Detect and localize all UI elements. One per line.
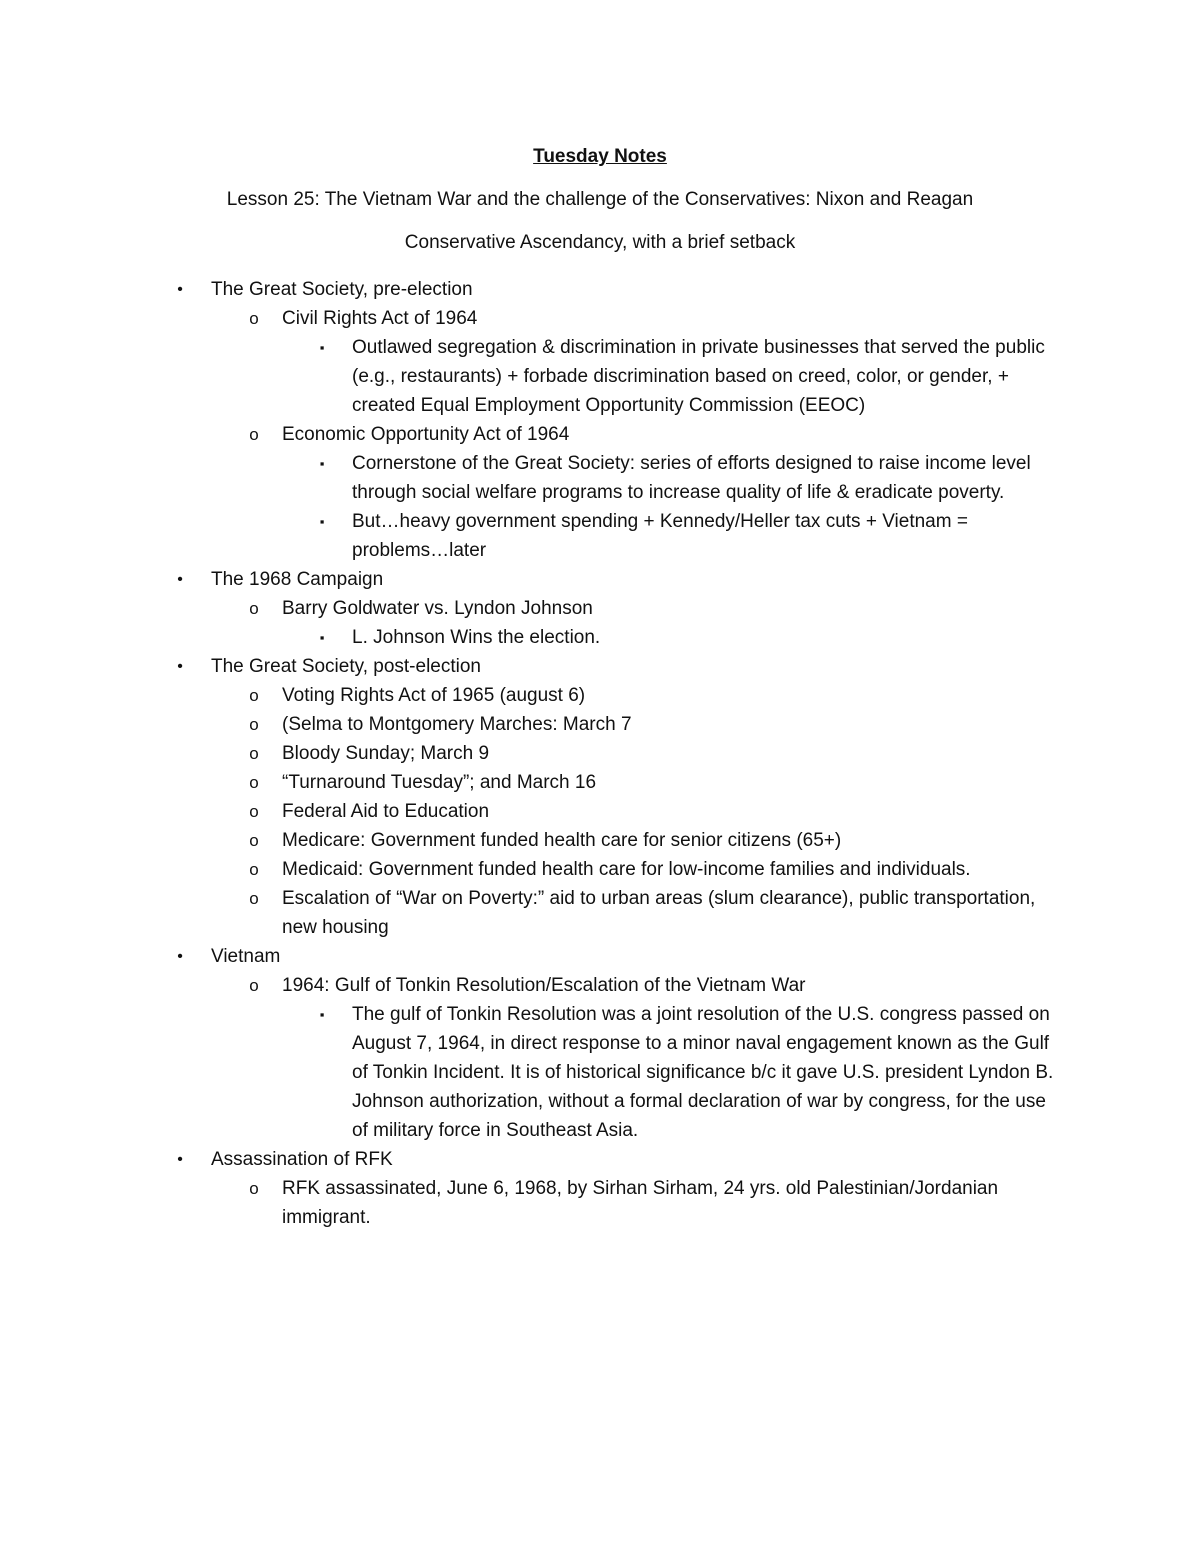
page-title: Tuesday Notes: [533, 146, 667, 167]
outline-level2-item: [0, 710, 1200, 739]
bullet-icon: o: [249, 425, 259, 444]
bullet-icon: •: [177, 658, 183, 675]
outline-level3-text: Cornerstone of the Great Society: series of efforts designed to raise income level through social welfare programs to increase quality of life & eradicate poverty.: [352, 453, 1031, 503]
outline-level2-text: Medicare: Government funded health care for senior citizens (65+): [282, 830, 842, 851]
bullet-icon: o: [249, 773, 259, 792]
bullet-icon: o: [249, 599, 259, 618]
outline-level3-item: [0, 333, 1200, 420]
outline-level2-text: (Selma to Montgomery Marches: March 7: [282, 714, 632, 735]
bullet-icon: o: [249, 802, 259, 821]
outline-level3-item: [0, 507, 1200, 565]
outline-level2-text: 1964: Gulf of Tonkin Resolution/Escalation of the Vietnam War: [282, 975, 806, 996]
bullet-icon: •: [177, 571, 183, 588]
outline-level3-text: L. Johnson Wins the election.: [352, 627, 601, 648]
outline-level1-text: Assassination of RFK: [211, 1149, 393, 1170]
bullet-icon: o: [249, 309, 259, 328]
outline-level2-item: [0, 826, 1200, 855]
outline-level3-item: [0, 1000, 1200, 1145]
outline-level2-text: Civil Rights Act of 1964: [282, 308, 478, 329]
outline-level2-item: [0, 594, 1200, 623]
bullet-icon: o: [249, 976, 259, 995]
bullet-icon: o: [249, 831, 259, 850]
outline-level2-text: Escalation of “War on Poverty:” aid to urban areas (slum clearance), public transportation, new housing: [282, 888, 1036, 938]
bullet-icon: o: [249, 860, 259, 879]
bullet-icon: •: [177, 1151, 183, 1168]
outline-level2-text: Medicaid: Government funded health care for low-income families and individuals.: [282, 859, 971, 880]
outline-level2-item: [0, 797, 1200, 826]
bullet-icon: •: [177, 948, 183, 965]
outline-level2-item: [0, 304, 1200, 333]
bullet-icon: •: [177, 281, 183, 298]
outline-level2-text: Barry Goldwater vs. Lyndon Johnson: [282, 598, 593, 619]
outline-level2-text: Bloody Sunday; March 9: [282, 743, 490, 764]
outline-level3-text: But…heavy government spending + Kennedy/Heller tax cuts + Vietnam = problems…later: [352, 511, 968, 561]
outline-level2-text: Federal Aid to Education: [282, 801, 490, 822]
outline-level2-item: [0, 739, 1200, 768]
outline-level1-text: The Great Society, pre-election: [211, 279, 473, 300]
outline-level2-item: [0, 420, 1200, 449]
outline-level2-text: RFK assassinated, June 6, 1968, by Sirhan Sirham, 24 yrs. old Palestinian/Jordanian immigrant.: [282, 1178, 999, 1228]
outline-level1-item: [0, 1145, 1200, 1174]
bullet-icon: o: [249, 889, 259, 908]
outline-level1-item: [0, 565, 1200, 594]
bullet-icon: ▪: [319, 456, 325, 471]
outline-level2-item: [0, 971, 1200, 1000]
bullet-icon: o: [249, 744, 259, 763]
bullet-icon: o: [249, 715, 259, 734]
bullet-icon: ▪: [319, 340, 325, 355]
outline-level2-item: [0, 768, 1200, 797]
outline-level1-text: The Great Society, post-election: [211, 656, 481, 677]
outline-level1-text: The 1968 Campaign: [211, 569, 384, 590]
outline-level2-text: “Turnaround Tuesday”; and March 16: [282, 772, 597, 793]
outline-level3-text: The gulf of Tonkin Resolution was a joint resolution of the U.S. congress passed on August 7, 1964, in direct response to a minor naval engagement known as the Gulf of Tonkin Incident. It is of historical significance b/c it gave U.S. president Lyndon B. Johnson authorization, without a formal declaration of war by congress, for the use of military force in Southeast Asia.: [352, 1004, 1054, 1141]
outline-level2-item: [0, 884, 1200, 942]
outline-level2-item: [0, 1174, 1200, 1232]
section-subtitle: Conservative Ascendancy, with a brief setback: [404, 232, 796, 253]
bullet-icon: o: [249, 1179, 259, 1198]
outline-level1-item: [0, 275, 1200, 304]
bullet-icon: ▪: [319, 1007, 325, 1022]
outline-level3-text: Outlawed segregation & discrimination in private businesses that served the public (e.g., restaurants) + forbade discrimination based on creed, color, or gender, + created Equal Employment Opportunity Commission (EEOC): [352, 337, 1045, 416]
outline-level2-text: Voting Rights Act of 1965 (august 6): [282, 685, 586, 706]
lesson-subtitle: Lesson 25: The Vietnam War and the challenge of the Conservatives: Nixon and Reagan: [226, 189, 974, 210]
outline-level2-text: Economic Opportunity Act of 1964: [282, 424, 570, 445]
bullet-icon: o: [249, 686, 259, 705]
outline-level1-item: [0, 652, 1200, 681]
bullet-icon: ▪: [319, 514, 325, 529]
outline-level1-text: Vietnam: [211, 946, 281, 967]
outline-level2-item: [0, 855, 1200, 884]
outline-level3-item: [0, 623, 1200, 652]
notes-outline: [0, 275, 1200, 1232]
bullet-icon: ▪: [319, 630, 325, 645]
outline-level1-item: [0, 942, 1200, 971]
outline-level2-item: [0, 681, 1200, 710]
outline-level3-item: [0, 449, 1200, 507]
